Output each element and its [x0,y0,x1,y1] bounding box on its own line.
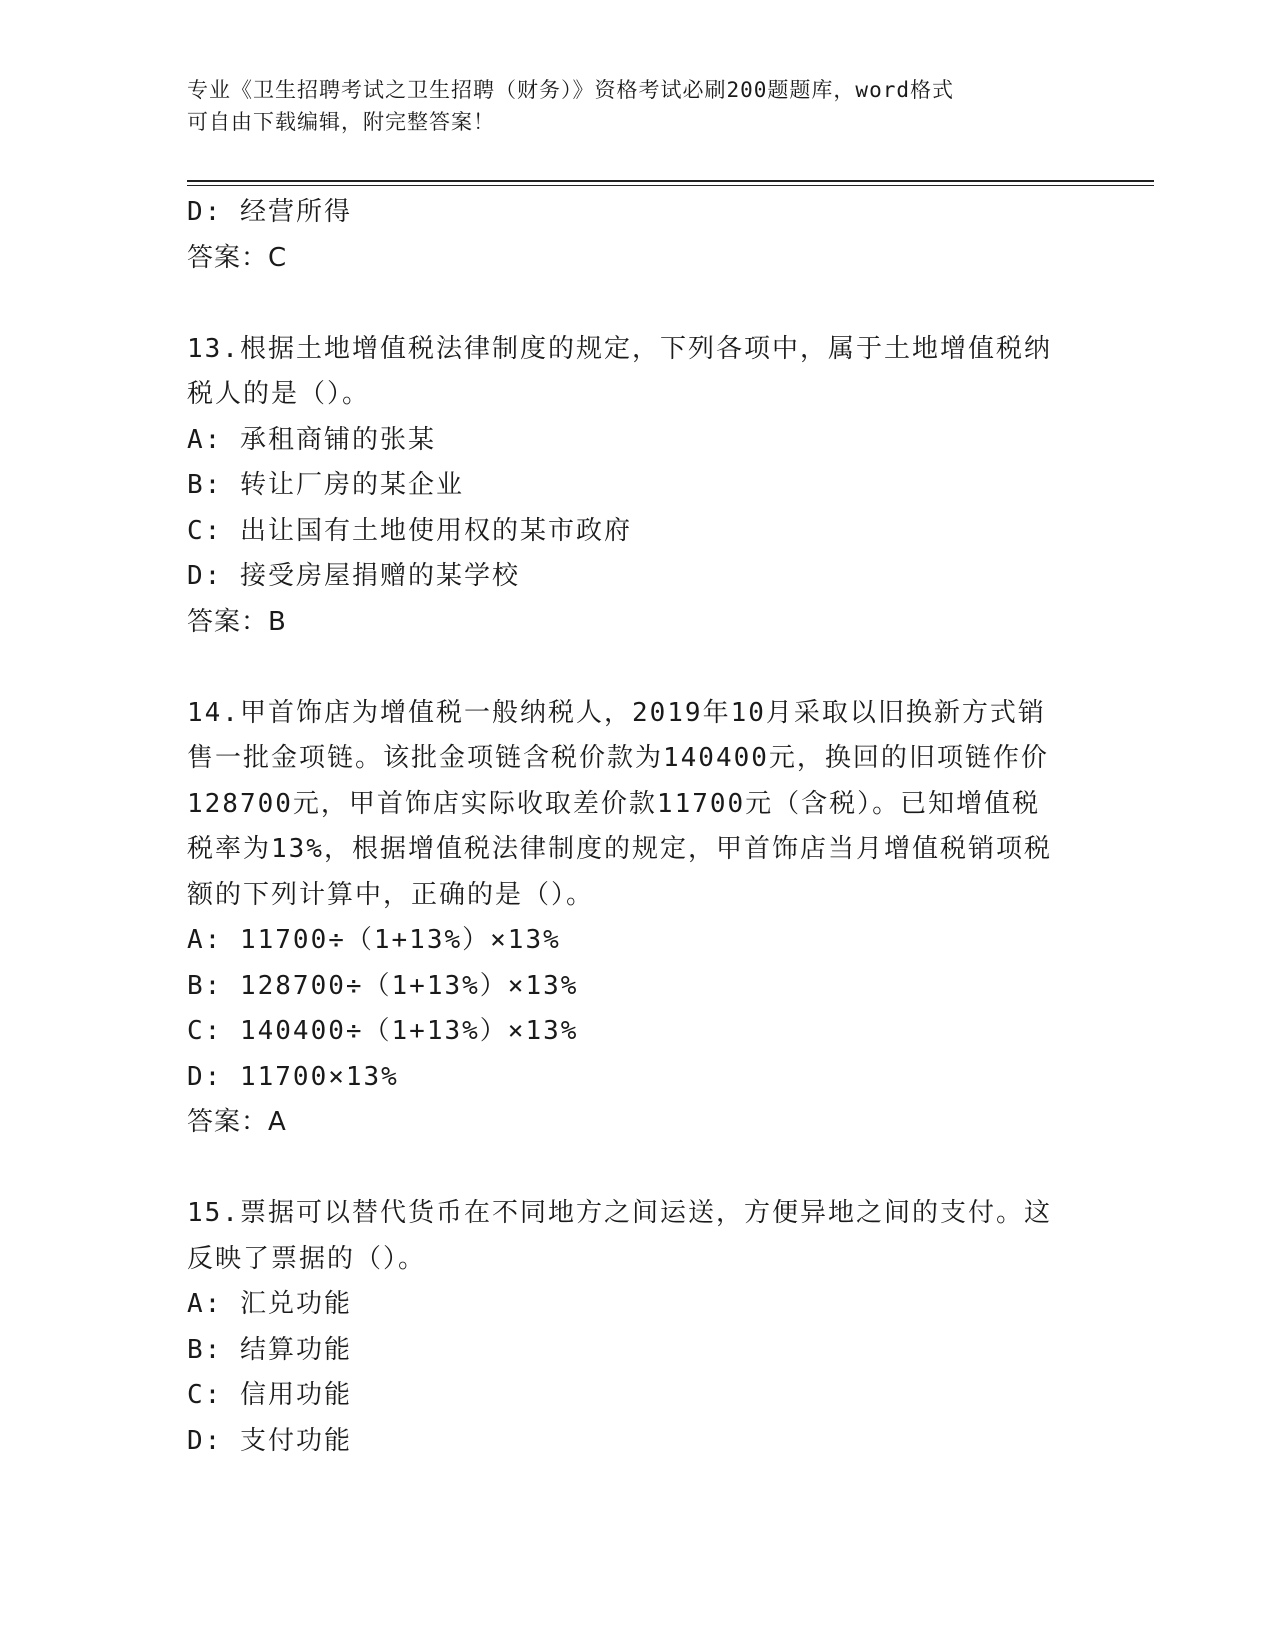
header-divider-thick [187,180,1154,182]
option-d: D: 经营所得 [187,197,352,227]
question-stem: 税率为13%，根据增值税法律制度的规定，甲首饰店当月增值税销项税 [187,834,1052,864]
option-d: D: 支付功能 [187,1425,352,1456]
question-13 [187,327,1087,646]
answer-label: 答案：C [187,242,288,273]
option-a: A: 承租商铺的张某 [187,424,436,455]
question-list [187,190,1087,1464]
spacer [187,645,1087,691]
option-b: B: 转让厂房的某企业 [187,470,464,500]
option-b: B: 结算功能 [187,1334,352,1365]
document-header [187,74,1087,138]
spacer [187,281,1087,327]
header-divider-thin [187,185,1154,186]
question-stem: 128700元，甲首饰店实际收取差价款11700元（含税）。已知增值税 [187,788,1041,819]
answer-label: 答案：A [187,1107,287,1137]
question-12-tail [187,190,1087,281]
option-c: C: 140400÷（1+13%）×13% [187,1016,579,1046]
question-14 [187,691,1087,1146]
question-stem: 13.根据土地增值税法律制度的规定，下列各项中，属于土地增值税纳 [187,333,1052,364]
option-c: C: 信用功能 [187,1380,352,1410]
option-d: D: 11700×13% [187,1061,399,1092]
option-a: A: 11700÷（1+13%）×13% [187,925,561,955]
option-d: D: 接受房屋捐赠的某学校 [187,561,520,591]
question-15 [187,1191,1087,1464]
option-c: C: 出让国有土地使用权的某市政府 [187,515,632,546]
spacer [187,1146,1087,1192]
question-stem: 售一批金项链。该批金项链含税价款为140400元，换回的旧项链作价 [187,743,1049,773]
question-stem: 15.票据可以替代货币在不同地方之间运送，方便异地之间的支付。这 [187,1198,1052,1228]
header-title-line-2: 可自由下载编辑，附完整答案！ [187,110,495,134]
question-stem: 额的下列计算中，正确的是（）。 [187,879,595,910]
question-stem: 税人的是（）。 [187,379,371,409]
question-stem: 14.甲首饰店为增值税一般纳税人，2019年10月采取以旧换新方式销 [187,697,1046,728]
question-stem: 反映了票据的（）。 [187,1243,427,1274]
option-a: A: 汇兑功能 [187,1289,352,1319]
option-b: B: 128700÷（1+13%）×13% [187,970,579,1001]
header-title-line-1: 专业《卫生招聘考试之卫生招聘（财务）》资格考试必刷200题题库，word格式 [187,78,954,102]
answer-label: 答案：B [187,606,287,637]
